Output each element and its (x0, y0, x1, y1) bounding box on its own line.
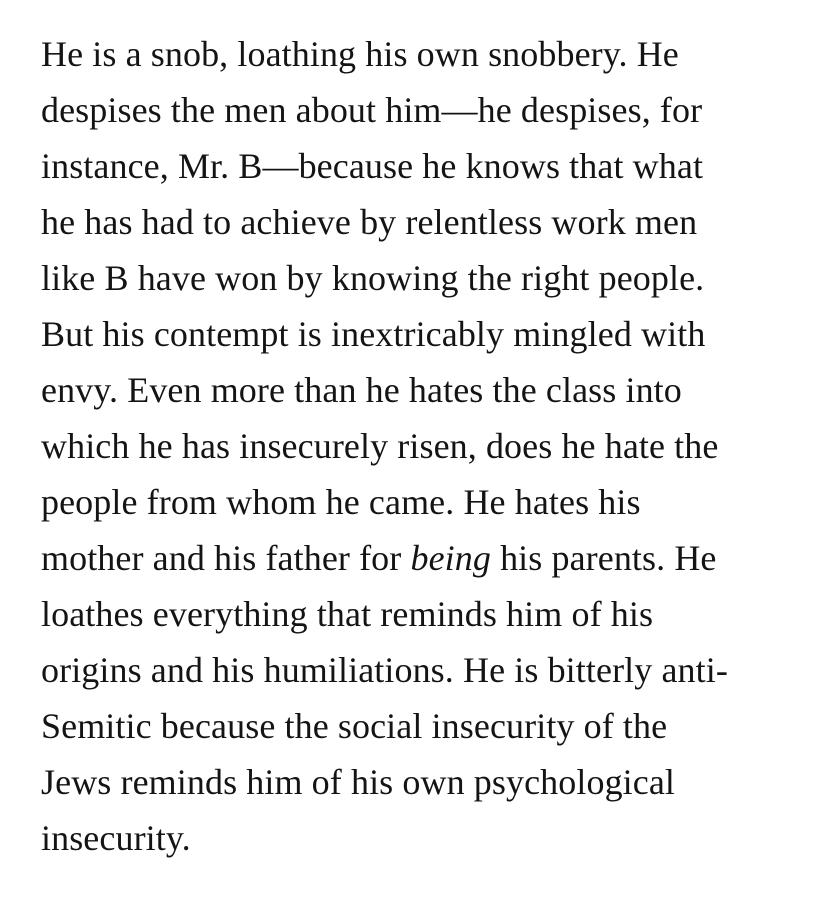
text-line: insecurity. (41, 818, 191, 858)
text-line: mother and his father for being his parents. He (41, 538, 717, 578)
text-line: He is a snob, loathing his own snobbery. He (41, 34, 679, 74)
text-line: envy. Even more than he hates the class into (41, 370, 682, 410)
italic-emphasis: being (410, 538, 491, 578)
text-line: Semitic because the social insecurity of the (41, 706, 668, 746)
text-line: like B have won by knowing the right people. (41, 258, 705, 298)
text-line: But his contempt is inextricably mingled with (41, 314, 706, 354)
text-line: which he has insecurely risen, does he hate the (41, 426, 719, 466)
body-paragraph (41, 26, 821, 866)
text-line: instance, Mr. B—because he knows that what (41, 146, 704, 186)
text-line: despises the men about him—he despises, for (41, 90, 703, 130)
text-line: Jews reminds him of his own psychological (41, 762, 676, 802)
text-line: he has had to achieve by relentless work men (41, 202, 698, 242)
text-line: origins and his humiliations. He is bitterly anti- (41, 650, 728, 690)
text-line: loathes everything that reminds him of his (41, 594, 654, 634)
text-line: people from whom he came. He hates his (41, 482, 641, 522)
